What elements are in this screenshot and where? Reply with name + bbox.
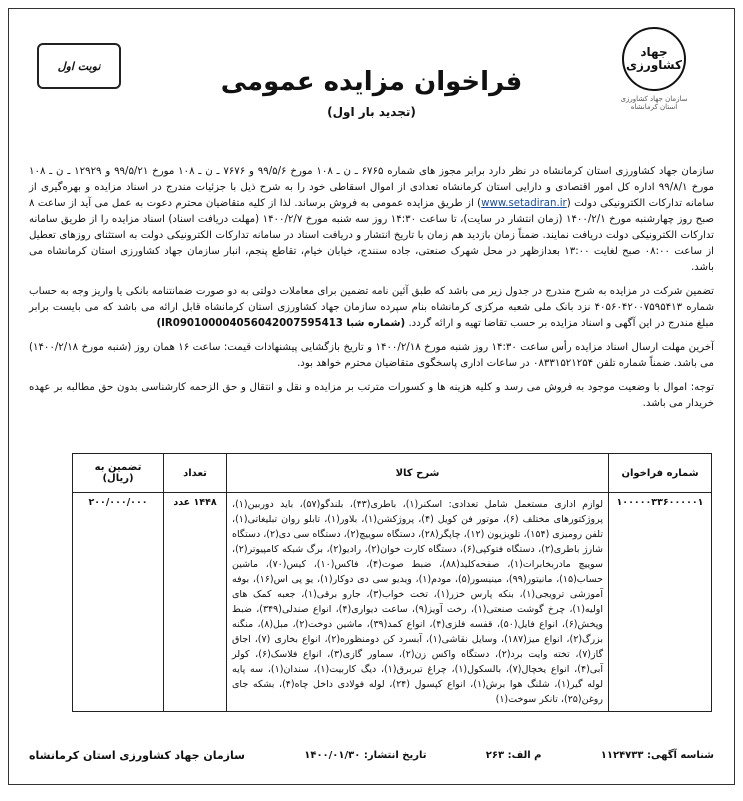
notice-page (8, 8, 735, 785)
cell-count: ۱۴۴۸ عدد (164, 493, 227, 712)
table-row (73, 493, 712, 712)
first-round-badge: نوبت اول (37, 43, 121, 89)
notice-body (29, 164, 714, 420)
footer-ad-id: شناسه آگهی: ۱۱۲۴۷۳۳ (600, 749, 714, 761)
guarantee-text: تضمین شرکت در مزایده به شرح مندرج در جدول زیر می باشد که طبق آئین نامه تضمین برای معاملات دولتی به دو صورت ضمانتنامه بانکی یا واریز وجه به حساب شماره ۴۰۵۶۰۴۲۰۰۷۵۹۵۴۱۳ نزد بانک ملی شعبه مرکزی کرمانشاه بنام سپرده سازمان جهاد کشاورزی استان کرمانشاه قابل ارائه می باشد که می بایست برابر مبلغ مندرج در این آگهی و اسناد مزایده بر حسب تقاضا تهیه و ارائه گردد. (29, 286, 714, 329)
paragraph-deadline: آخرین مهلت ارسال اسناد مزایده رأس ساعت ۱۴:۳۰ روز شنبه مورخ ۱۴۰۰/۲/۱۸ و تاریخ بازگشایی پیشنهادات قیمت: ساعت ۱۶ همان روز (شنبه مورخ ۱۴۰۰/۲/۱۸) می باشد. ضمناً شماره تلفن ۰۸۳۳۱۵۲۱۲۵۴ در ساعات اداری پاسخگوی متقاضیان محترم خواهد بود. (29, 342, 714, 369)
footer-organization: سازمان جهاد کشاورزی استان کرمانشاه (29, 748, 245, 762)
cell-guarantee: ۲۰۰/۰۰۰/۰۰۰ (73, 493, 164, 712)
intro-text-b: ) از طریق مزایده عمومی به فروش برساند. لذا از کلیه متقاضیان محترم دعوت به عمل می آید از ساعت ۸ صبح روز چهارشنبه مورخ ۱۴۰۰/۲/۱ (زمان انتشار در سایت)، تا ساعت ۱۴:۳۰ روز سه شنبه مورخ ۱۴۰۰/۲/۷ (مهلت دریافت اسناد) اسناد مزایده را از طریق سامانه تدارکات الکترونیکی دولت دریافت نمایند. ضمناً زمان بازدید هم زمان با تاریخ انتشار و دریافت اسناد در سامانه تدارکات الکترونیکی دولت به استثنای روزهای تعطیل از ساعت ۰۸:۰۰ صبح لغایت ۱۳:۰۰ بعدازظهر در محل شهرک صنعتی، جاده سنندج، خیابان خیام، تقاطع پنجم، انبار سازمان جهاد کشاورزی استان کرمانشاه می باشد. (29, 198, 714, 273)
page-title: فراخوان مزایده عمومی (220, 67, 523, 97)
header-guarantee: تضمین به (ریال) (73, 454, 164, 493)
footer-mf: م الف: ۲۶۳ (485, 749, 542, 761)
page-subtitle: (تجدید بار اول) (327, 105, 416, 119)
setadiran-link[interactable]: www.setadiran.ir (481, 198, 567, 209)
header-count: تعداد (164, 454, 227, 493)
paragraph-guarantee (29, 284, 714, 332)
paragraph-note: توجه: اموال با وضعیت موجود به فروش می رسد و کلیه هزینه ها و کسورات مترتب بر مزایده و نقل و انتقال و حق الزحمه کارشناسی بدون حق مطالبه بر عهده خریدار می باشد. (29, 382, 714, 409)
header-description: شرح کالا (227, 454, 609, 493)
logo-emblem: جهاد کشاورزی (622, 27, 686, 91)
table-header-row (73, 454, 712, 493)
cell-call-number: ۱۰۰۰۰۰۳۳۶۰۰۰۰۰۱ (609, 493, 712, 712)
paragraph-intro (29, 164, 714, 276)
items-table (72, 453, 712, 712)
sheba-number: (شماره شبا IR090100004056042007595413) (156, 318, 406, 329)
cell-description: لوازم اداری مستعمل شامل تعدادی: اسکنر(۱)، باطری(۴۳)، بلندگو(۵۷)، باید دوربین(۱)، پروژکتورهای مختلف (۶)، موتور فن کویل (۴)، پروژکشن(۱)، بلاور(۱)، تابلو روان تبلیغاتی(۱)، تلفن رومیزی (۱۵۴)، تلویزیون (۱۲)، چاپگر(۲۸)، دستگاه سوییچ(۲)، دستگاه سی دی(۲)، دستگاه شارژ باطری(۲)، دستگاه فتوکپی(۶)، دستگاه کارت خوان(۲)، رادیو(۲)، برگ شبکه کامپیوتر(۲)، سوییچ مادربخابرات(۱)، صفحه‌کلید(۸۸)، ضبط صوت(۴)، فاکس(۱۰)، کیس(۷۰)، ماشین حساب(۱۵)، مانیتور(۹۹)، مینیسور(۵)، مودم(۱)، ویدیو سی دی دوکار(۱)، یو پی اس(۱۶)، بوفه آموزشی ترویجی(۱)، بنکه پارس خزر(۱)، تخت خواب(۳)، جارو برقی(۱)، جعبه کمک های اولیه(۱)، چرخ گوشت صنعتی(۱)، رخت آویز(۹)، ساعت دیواری(۴)، انواع صندلی(۳۴۹)، ضبط وپخش(۶)، انواع فایل(۵۰)، قفسه فلزی(۴)، انواع کمد(۳۹)، ماشین دوخت(۲)، مبل(۸)، منگنه بزرگ(۲)، انواع میز(۱۸۷)، وسایل نقاشی(۱)، آبسرد کن دومنظوره(۲)، انواع بخاری (۷)، اجاق گاز(۷)، تخته وایت برد(۲)، دستگاه واکس زن(۲)، سماور گازی(۳)، انواع فلاسک(۶)، کولر آبی(۴)، انواع یخچال(۷)، بالسکول(۱)، چراغ تیربرق(۱)، دیگ کاربیت(۱)، سندان(۱)، سه پایه لوله گیر(۱)، شلنگ هوا برش(۱)، انواع کپسول (۲۴)، لوله فولادی داخل چاه(۴)، بشکه جای روغن(۲۵)، تانکر سوخت(۱) (227, 493, 609, 712)
footer-date: تاریخ انتشار: ۱۴۰۰/۰۱/۳۰ (304, 749, 427, 761)
notice-footer (29, 744, 714, 766)
logo-caption: سازمان جهاد کشاورزی استان کرمانشاه (620, 95, 688, 111)
header-call-number: شماره فراخوان (609, 454, 712, 493)
intro-text-a: سازمان جهاد کشاورزی استان کرمانشاه در نظر دارد برابر مجوز های شماره ۶۷۶۵ ـ ن ـ ۱۰۸ مورخ ۹۹/۵/۶ و ۷۶۷۶ ـ ن ـ ۱۰۸ مورخ ۹۹/۵/۲۱ و ۱۲۹۲۹ ـ ن ـ ۱۰۸ مورخ ۹۹/۸/۱ اداره کل امور اقتصادی و دارایی استان کرمانشاه تعدادی از اموال اسقاطی خود را به شرح ذیل با جزئیات مندرج در اسناد مزایده و بهره‌گیری از سامانه تدارکات الکترونیکی دولت ( (29, 166, 714, 209)
